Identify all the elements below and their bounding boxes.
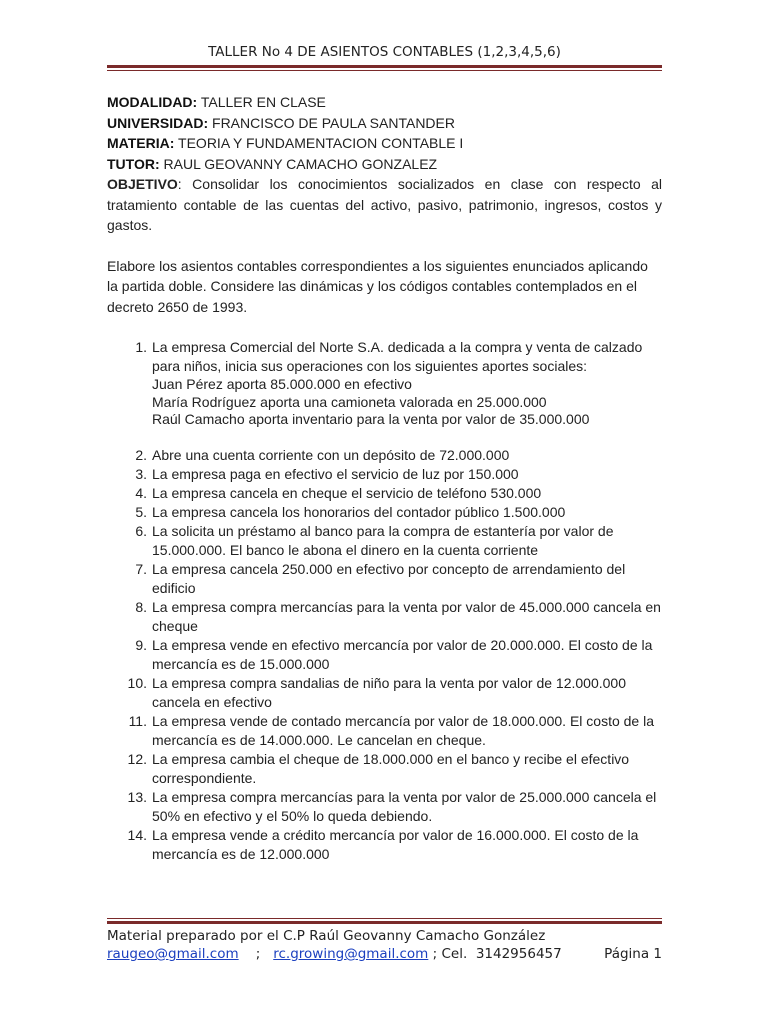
list-item: 11. La empresa vende de contado mercancía por valor de 18.000.000. El costo de la mercancía es de 14.000.000. Le cancelan en cheque. bbox=[128, 712, 654, 748]
list-spacer bbox=[107, 429, 662, 446]
aporte-line: María Rodríguez aporta una camioneta valorada en 25.000.000 bbox=[152, 393, 547, 410]
page-footer bbox=[107, 927, 662, 963]
page-header-title: TALLER No 4 DE ASIENTOS CONTABLES (1,2,3,4,5,6) bbox=[208, 44, 561, 60]
field-tutor: TUTOR: RAUL GEOVANNY CAMACHO GONZALEZ bbox=[107, 155, 438, 172]
list-item: 10. La empresa compra sandalias de niño para la venta por valor de 12.000.000 cancela en efectivo bbox=[127, 674, 626, 710]
page-number: Página 1 bbox=[604, 946, 662, 962]
list-item: 9. La empresa vende en efectivo mercancía por valor de 20.000.000. El costo de la mercancía es de 15.000.000 bbox=[135, 636, 653, 672]
footer-separator: ; bbox=[238, 946, 274, 962]
document-body bbox=[107, 92, 662, 864]
field-objetivo: OBJETIVO: Consolidar los conocimientos socializados en clase con respecto al tratamiento contable de las cuentas del activo, pasivo, patrimonio, ingresos, costos y gastos. bbox=[107, 176, 662, 233]
footer-author: Material preparado por el C.P Raúl Geovanny Camacho González bbox=[107, 928, 546, 944]
list-item: 14. La empresa vende a crédito mercancía por valor de 16.000.000. El costo de la mercancía es de 12.000.000 bbox=[127, 826, 639, 862]
email-link-raugeo[interactable]: raugeo@gmail.com bbox=[107, 946, 239, 962]
header-rule bbox=[107, 65, 662, 71]
list-item: 4. La empresa cancela en cheque el servicio de teléfono 530.000 bbox=[135, 484, 542, 501]
list-item: 2. Abre una cuenta corriente con un depósito de 72.000.000 bbox=[135, 446, 510, 463]
email-link-rcgrowing[interactable]: rc.growing@gmail.com bbox=[273, 946, 429, 962]
field-modalidad: MODALIDAD: TALLER EN CLASE bbox=[107, 94, 326, 110]
exercise-list bbox=[107, 338, 662, 864]
list-item: 5. La empresa cancela los honorarios del contador público 1.500.000 bbox=[135, 503, 566, 520]
field-universidad: UNIVERSIDAD: FRANCISCO DE PAULA SANTANDER bbox=[107, 114, 455, 131]
instructions-paragraph: Elabore los asientos contables correspondientes a los siguientes enunciados aplicando la partida doble. Considere las dinámicas y los códigos contables contemplados en el decreto 2650 de 1993. bbox=[107, 257, 648, 315]
list-item: 7. La empresa cancela 250.000 en efectivo por concepto de arrendamiento del edificio bbox=[135, 560, 626, 596]
list-item: 8. La empresa compra mercancías para la venta por valor de 45.000.000 cancela en cheque bbox=[135, 598, 661, 634]
aportes-list bbox=[152, 376, 662, 429]
footer-phone: ; Cel. 3142956457 bbox=[428, 946, 562, 962]
footer-contact bbox=[107, 945, 662, 963]
list-item: 3. La empresa paga en efectivo el servicio de luz por 150.000 bbox=[135, 465, 519, 482]
list-item: 1. La empresa Comercial del Norte S.A. dedicada a la compra y venta de calzado para niños, inicia sus operaciones con los siguientes aportes sociales: Juan Pérez aporta 85.000.000 en efectivo María Rodríguez aporta una camioneta valorada en 25.000.000 Raúl Camacho aporta inventario para la venta por valor de 35.000.000 bbox=[107, 338, 662, 429]
field-materia: MATERIA: TEORIA Y FUNDAMENTACION CONTABLE I bbox=[107, 135, 464, 151]
list-item: 12. La empresa cambia el cheque de 18.000.000 en el banco y recibe el efectivo correspondiente. bbox=[127, 750, 630, 786]
list-item: 13. La empresa compra mercancías para la venta por valor de 25.000.000 cancela el 50% en efectivo y el 50% lo queda debiendo. bbox=[127, 788, 657, 824]
aporte-line: Juan Pérez aporta 85.000.000 en efectivo bbox=[152, 376, 412, 392]
list-item: 6. La solicita un préstamo al banco para la compra de estantería por valor de 15.000.000. El banco le abona el dinero en la cuenta corriente bbox=[135, 522, 614, 558]
footer-rule bbox=[107, 918, 662, 924]
aporte-line: Raúl Camacho aporta inventario para la venta por valor de 35.000.000 bbox=[152, 411, 590, 427]
